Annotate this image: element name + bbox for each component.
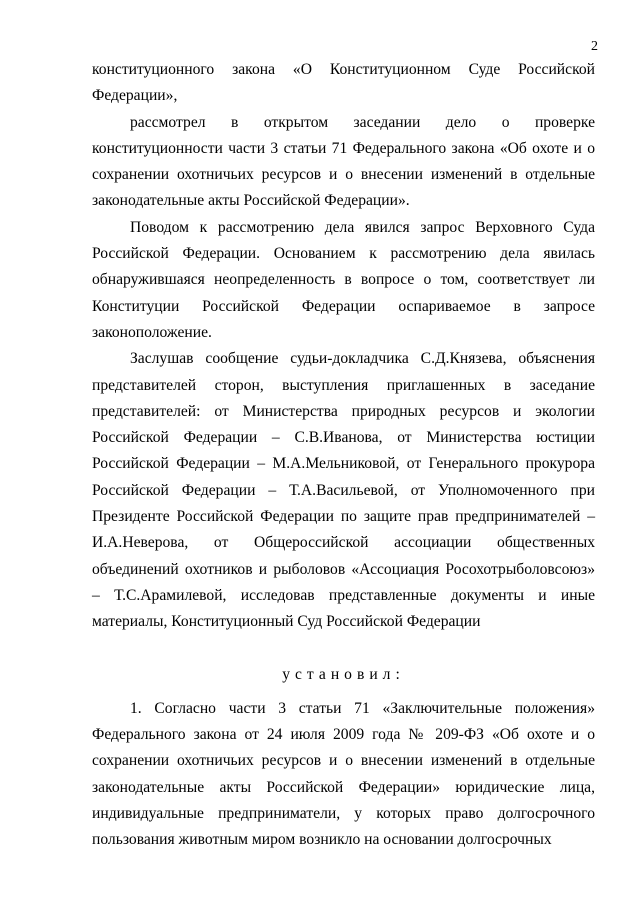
document-body (92, 57, 595, 854)
paragraph-point-1: 1. Согласно части 3 статьи 71 «Заключительные положения» Федерального закона от 24 июля 2009 года № 209-ФЗ «Об охоте и о сохранении охотничьих ресурсов и о внесении изменений в отдельные законодательные акты Российской Федерации» юридические лица, индивидуальные предприниматели, у которых право долгосрочного пользования животным миром возникло на основании долгосрочных (92, 699, 595, 849)
page-number: 2 (591, 39, 598, 54)
paragraph-case-subject: рассмотрел в открытом заседании дело о проверке конституционности части 3 статьи 71 Федерального закона «Об охоте и о сохранении охотничьих ресурсов и о внесении изменений в отдельные законодательные акты Российской Федерации». (92, 113, 595, 210)
paragraph-continuation: конституционного закона «О Конституционном Суде Российской Федерации», (92, 61, 595, 105)
section-heading: установил: (282, 665, 405, 683)
paragraph-hearing-participants: Заслушав сообщение судьи-докладчика С.Д.Князева, объяснения представителей сторон, выступления приглашенных в заседание представителей: от Министерства природных ресурсов и экологии Российской Федерации – С.В.Иванова, от Министерства юстиции Российской Федерации – М.А.Мельниковой, от Генерального прокурора Российской Федерации – Т.А.Васильевой, от Уполномоченного при Президенте Российской Федерации по защите прав предпринимателей – И.А.Неверова, от Общероссийской ассоциации общественных объединений охотников и рыболовов «Ассоциация Росохотрыболовсоюз» – Т.С.Арамилевой, исследовав представленные документы и иные материалы, Конституционный Суд Российской Федерации (92, 350, 595, 631)
paragraph-case-grounds: Поводом к рассмотрению дела явился запрос Верховного Суда Российской Федерации. Основанием к рассмотрению дела явилась обнаружившаяся неопределенность в вопросе о том, соответствует ли Конституции Российской Федерации оспариваемое в запросе законоположение. (92, 218, 595, 341)
